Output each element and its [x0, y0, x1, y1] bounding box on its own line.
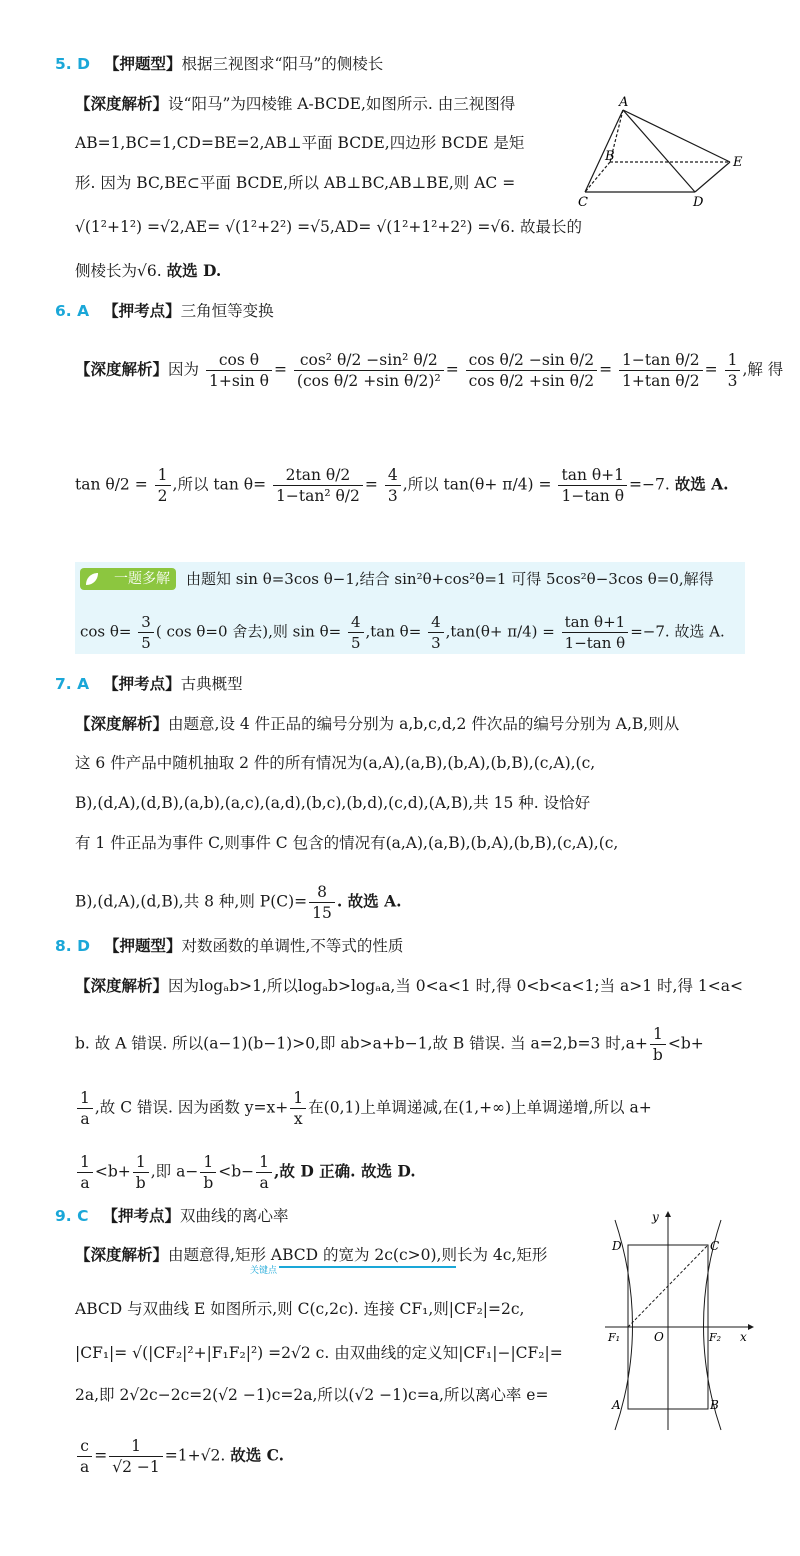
frac-den: 5: [141, 634, 151, 652]
frac-num: 1: [109, 1436, 163, 1457]
frac-den: a: [80, 1110, 90, 1128]
frac-num: tan θ+1: [562, 612, 629, 633]
q6-heading: [55, 300, 274, 322]
alt-solution-badge: [80, 568, 176, 590]
frac-num: 4: [428, 612, 444, 633]
q7-title: 古典概型: [180, 675, 243, 693]
label-o: O: [654, 1330, 664, 1344]
q6-analysis-tag: 【深度解析】: [75, 360, 169, 379]
q6-frac-9: [558, 465, 627, 506]
q9-line-1: [75, 1244, 547, 1266]
q6-frac-5: [725, 350, 741, 391]
q8-analysis-tag: 【深度解析】: [75, 977, 169, 995]
frac-num: tan θ+1: [558, 465, 627, 486]
label-b: B: [710, 1398, 719, 1412]
q8-answer: ,故 D 正确. 故选 D.: [274, 1161, 416, 1181]
q7-text-5a: B),(d,A),(d,B),共 8 种,则 P(C)=: [75, 892, 308, 911]
q6-frac-1: [206, 350, 272, 391]
q8-text-4a: <b+: [94, 1162, 131, 1181]
frac-num: 4: [385, 465, 401, 486]
q8-line-1: [75, 975, 743, 997]
frac-num: 1: [200, 1152, 216, 1173]
q5-text-1: 设“阳马”为四棱锥 A-BCDE,如图所示. 由三视图得: [168, 95, 516, 113]
q8-text-1: 因为logₐb>1,所以logₐb>logₐa,当 0<a<1 时,得 0<b<a<1;当 a>1 时,得 1<a<: [168, 977, 743, 995]
q9-heading: [55, 1205, 288, 1227]
q8-frac-3: [290, 1088, 306, 1129]
frac-num: 3: [138, 612, 154, 633]
q9-number: 9. C: [55, 1207, 89, 1225]
q8-frac-6: [200, 1152, 216, 1193]
frac-num: cos θ/2 −sin θ/2: [466, 350, 597, 371]
q8-heading: [55, 935, 403, 957]
frac-num: 2tan θ/2: [273, 465, 363, 486]
frac-den: cos θ/2 +sin θ/2: [468, 372, 595, 390]
q6-title: 三角恒等变换: [180, 302, 274, 320]
q9-title: 双曲线的离心率: [179, 1207, 289, 1225]
q6-alt-text-g: ,tan(θ+ π/4) =: [445, 622, 555, 641]
q8-line-2: [75, 1024, 704, 1065]
frac-num: 4: [348, 612, 364, 633]
q5-heading: [55, 53, 383, 75]
q6-text-post: ,解 得: [742, 360, 784, 379]
frac-den: 1+sin θ: [208, 372, 269, 390]
q7-number: 7. A: [55, 675, 90, 693]
q9-line-5: $\frac{c}{a}$ = $\frac{1}{√2 -1}$ =1+√2. 故选 C.: [75, 1436, 284, 1477]
q5-answer: 故选 D.: [166, 261, 222, 280]
label-e: E: [733, 155, 743, 170]
q6-frac-7: [273, 465, 363, 506]
q8-title: 对数函数的单调性,不等式的性质: [181, 937, 404, 955]
q8-text-3a: ,故 C 错误. 因为函数 y=x+: [94, 1098, 289, 1117]
q9-text-1: 由题意得,矩形 ABCD 的宽为 2c(c>0),则长为 4c,矩形: [168, 1246, 548, 1264]
q8-tag: 【押题型】: [103, 937, 182, 955]
label-a: A: [619, 95, 629, 110]
label-y: y: [652, 1210, 659, 1224]
q6-text-2a: tan θ/2 =: [75, 475, 148, 494]
q6-alt-frac-4: [562, 612, 629, 653]
frac-den: 1−tan² θ/2: [276, 487, 360, 505]
frac-den: 5: [350, 634, 361, 652]
frac-den: 1−tan θ: [564, 634, 626, 652]
frac-num: 8: [309, 882, 335, 903]
frac-den: 3: [431, 634, 441, 652]
q6-frac-6: [155, 465, 171, 506]
frac-den: 3: [727, 372, 738, 390]
q5-line-1: [75, 93, 515, 115]
q7-line-2: 这 6 件产品中随机抽取 2 件的所有情况为(a,A),(a,B),(b,A),(b,B),(c,A),(c,: [75, 754, 596, 772]
q6-line-2: tan θ/2 = $\frac{1}{2}$ ,所以 tan θ= $\frac{\text{2tan θ/2}}{\text{1−tan² θ/2}}$ = $\frac{4}{3}$ ,所以 tan(θ+ π/4) = $\frac{\text{tan θ+1}}{\text{1−tan θ}}$ =−7. 故选 A.: [75, 466, 729, 505]
q8-text-3b: 在(0,1)上单调递减,在(1,+∞)上单调递增,所以 a+: [308, 1098, 652, 1117]
q9-frac-2: [109, 1436, 163, 1477]
q5-line-2: AB=1,BC=1,CD=BE=2,AB⊥平面 BCDE,四边形 BCDE 是矩: [75, 134, 525, 152]
q9-analysis-tag: 【深度解析】: [75, 1246, 169, 1264]
q8-frac-4: [77, 1152, 93, 1193]
frac-den: √2 −1: [112, 1458, 160, 1476]
keypoint-underline: [248, 1266, 456, 1268]
q6-alt-text-i: =−7. 故选 A.: [630, 622, 725, 641]
q5-analysis-tag: 【深度解析】: [75, 95, 169, 113]
q7-heading: [55, 673, 243, 695]
frac-num: 1: [256, 1152, 272, 1173]
q5-text-5a: 侧棱长为√6.: [75, 262, 162, 280]
frac-num: 1−tan θ/2: [619, 350, 703, 371]
y-axis-arrow-icon: [665, 1211, 671, 1217]
q6-alt-frac-1: [138, 612, 154, 653]
q5-title: 根据三视图求“阳马”的侧棱长: [181, 55, 384, 73]
q5-line-5: [75, 260, 221, 282]
frac-num: 1: [133, 1152, 149, 1173]
frac-den: 1−tan θ: [561, 487, 625, 505]
frac-den: (cos θ/2 +sin θ/2)²: [296, 372, 441, 390]
q5-pyramid-figure: [575, 92, 750, 212]
x-axis-arrow-icon: [748, 1324, 754, 1330]
q6-text-pre: 因为: [168, 360, 200, 379]
q7-frac: [309, 882, 335, 923]
q7-line-5: [75, 882, 402, 923]
q6-number: 6. A: [55, 302, 90, 320]
frac-den: b: [652, 1046, 663, 1064]
q6-line-1: 【深度解析】因为 $\frac{\text{cos θ}}{\text{1+sin θ}}$ = $\frac{\text{cos² θ/2 −sin² θ/2}}{\text{(cos θ/2 +sin θ/2)²}}$ = $\frac{\text{cos θ/2 −sin θ/2}}{\text{cos θ/2 +sin θ/2}}$ = $\frac{\text{1−tan θ/2}}{\text{1+tan θ/2}}$ = $\frac{1}{3}$ ,解 得: [75, 351, 784, 390]
q6-alt-frac-3: [428, 612, 444, 653]
q8-frac-7: [256, 1152, 272, 1193]
frac-den: x: [293, 1110, 303, 1128]
q9-hyperbola-figure: [600, 1205, 760, 1435]
label-d: D: [612, 1239, 622, 1253]
q9-line-4: 2a,即 2√2c−2c=2(√2 −1)c=2a,所以(√2 −1)c=a,所以离心率 e=: [75, 1386, 549, 1404]
frac-den: 1+tan θ/2: [622, 372, 700, 390]
q6-frac-3: [466, 350, 597, 391]
q8-text-2a: b. 故 A 错误. 所以(a−1)(b−1)>0,即 ab>a+b−1,故 B 错误. 当 a=2,b=3 时,a+: [75, 1034, 648, 1053]
q8-text-4b: ,即 a−: [150, 1162, 199, 1181]
frac-num: 1: [290, 1088, 306, 1109]
edge-de: [695, 162, 730, 192]
q7-line-1: [75, 713, 679, 735]
q6-frac-4: [619, 350, 703, 391]
edge-ad: [623, 110, 695, 192]
q6-alt-frac-2: [348, 612, 364, 653]
label-f2: F₂: [709, 1331, 722, 1344]
frac-num: 1: [77, 1088, 93, 1109]
label-d: D: [693, 195, 704, 210]
frac-den: a: [80, 1174, 90, 1192]
label-c: C: [710, 1239, 720, 1253]
q8-text-4c: <b−: [218, 1162, 255, 1181]
q6-answer: 故选 A.: [674, 474, 729, 494]
q7-tag: 【押考点】: [103, 675, 181, 693]
q5-line-4: √(1²+1²) =√2,AE= √(1²+2²) =√5,AD= √(1²+1²+2²) =√6. 故最长的: [75, 218, 583, 236]
label-f1: F₁: [608, 1331, 621, 1344]
frac-num: 1: [650, 1024, 666, 1045]
q6-alt-line-2: [80, 612, 725, 653]
q6-alt-line-1: 由题知 sin θ=3cos θ−1,结合 sin²θ+cos²θ=1 可得 5cos²θ−3cos θ=0,解得: [186, 570, 714, 588]
q8-frac-2: [77, 1088, 93, 1129]
frac-num: c: [77, 1436, 92, 1457]
q9-frac-1: [77, 1436, 92, 1477]
q6-text-2h: =−7.: [629, 475, 670, 494]
frac-den: a: [259, 1174, 269, 1192]
q6-frac-8: [385, 465, 401, 506]
q9-tag: 【押考点】: [102, 1207, 180, 1225]
q8-line-3: [75, 1088, 652, 1129]
q8-line-4: [75, 1152, 416, 1193]
frac-num: 1: [155, 465, 171, 486]
q6-alt-text-c: ( cos θ=0 舍去),则 sin θ=: [155, 622, 342, 641]
q7-line-3: B),(d,A),(d,B),(a,b),(a,c),(a,d),(b,c),(b,d),(c,d),(A,B),共 15 种. 设恰好: [75, 794, 591, 812]
edge-ae: [623, 110, 730, 162]
q6-tag: 【押考点】: [103, 302, 181, 320]
q6-text-2c: ,所以 tan θ=: [172, 475, 267, 494]
label-b: B: [605, 149, 615, 164]
keypoint-label: 关键点: [250, 1266, 278, 1276]
q7-text-1: 由题意,设 4 件正品的编号分别为 a,b,c,d,2 件次品的编号分别为 A,B,则从: [168, 715, 680, 733]
q5-number: 5. D: [55, 55, 90, 73]
q6-frac-2: [294, 350, 444, 391]
q7-analysis-tag: 【深度解析】: [75, 715, 169, 733]
frac-den: 2: [157, 487, 168, 505]
q8-frac-1: [650, 1024, 666, 1065]
leaf-icon: [84, 571, 100, 587]
edge-bc: [585, 162, 610, 192]
q6-alt-text-a: cos θ=: [80, 622, 132, 641]
q5-tag: 【押题型】: [103, 55, 182, 73]
q6-alt-text-e: ,tan θ=: [365, 622, 422, 641]
alt-solution-badge-label: 一题多解: [114, 571, 170, 587]
q8-number: 8. D: [55, 937, 90, 955]
frac-den: a: [80, 1458, 90, 1476]
q9-line-3: |CF₁|= √(|CF₂|²+|F₁F₂|²) =2√2 c. 由双曲线的定义知|CF₁|−|CF₂|=: [75, 1344, 563, 1362]
frac-num: 1: [725, 350, 741, 371]
q8-text-2b: <b+: [667, 1034, 704, 1053]
label-c: C: [578, 195, 588, 210]
label-x: x: [740, 1330, 747, 1344]
q6-text-2f: ,所以 tan(θ+ π/4) =: [402, 475, 552, 494]
label-a: A: [612, 1398, 621, 1412]
frac-den: 3: [387, 487, 398, 505]
frac-den: b: [203, 1174, 214, 1192]
edge-ac: [585, 110, 623, 192]
q7-answer: . 故选 A.: [336, 891, 402, 911]
q9-text-5a: =1+√2.: [164, 1446, 226, 1465]
frac-num: 1: [77, 1152, 93, 1173]
q8-frac-5: [133, 1152, 149, 1193]
q7-line-4: 有 1 件正品为事件 C,则事件 C 包含的情况有(a,A),(a,B),(b,A),(b,B),(c,A),(c,: [75, 834, 619, 852]
frac-num: cos² θ/2 −sin² θ/2: [294, 350, 444, 371]
frac-den: 15: [312, 904, 332, 922]
q9-line-2: ABCD 与双曲线 E 如图所示,则 C(c,2c). 连接 CF₁,则|CF₂|=2c,: [75, 1300, 525, 1318]
frac-den: b: [135, 1174, 146, 1192]
q9-answer: 故选 C.: [230, 1445, 285, 1465]
q5-line-3: 形. 因为 BC,BE⊂平面 BCDE,所以 AB⊥BC,AB⊥BE,则 AC =: [75, 174, 516, 192]
frac-num: cos θ: [206, 350, 272, 371]
